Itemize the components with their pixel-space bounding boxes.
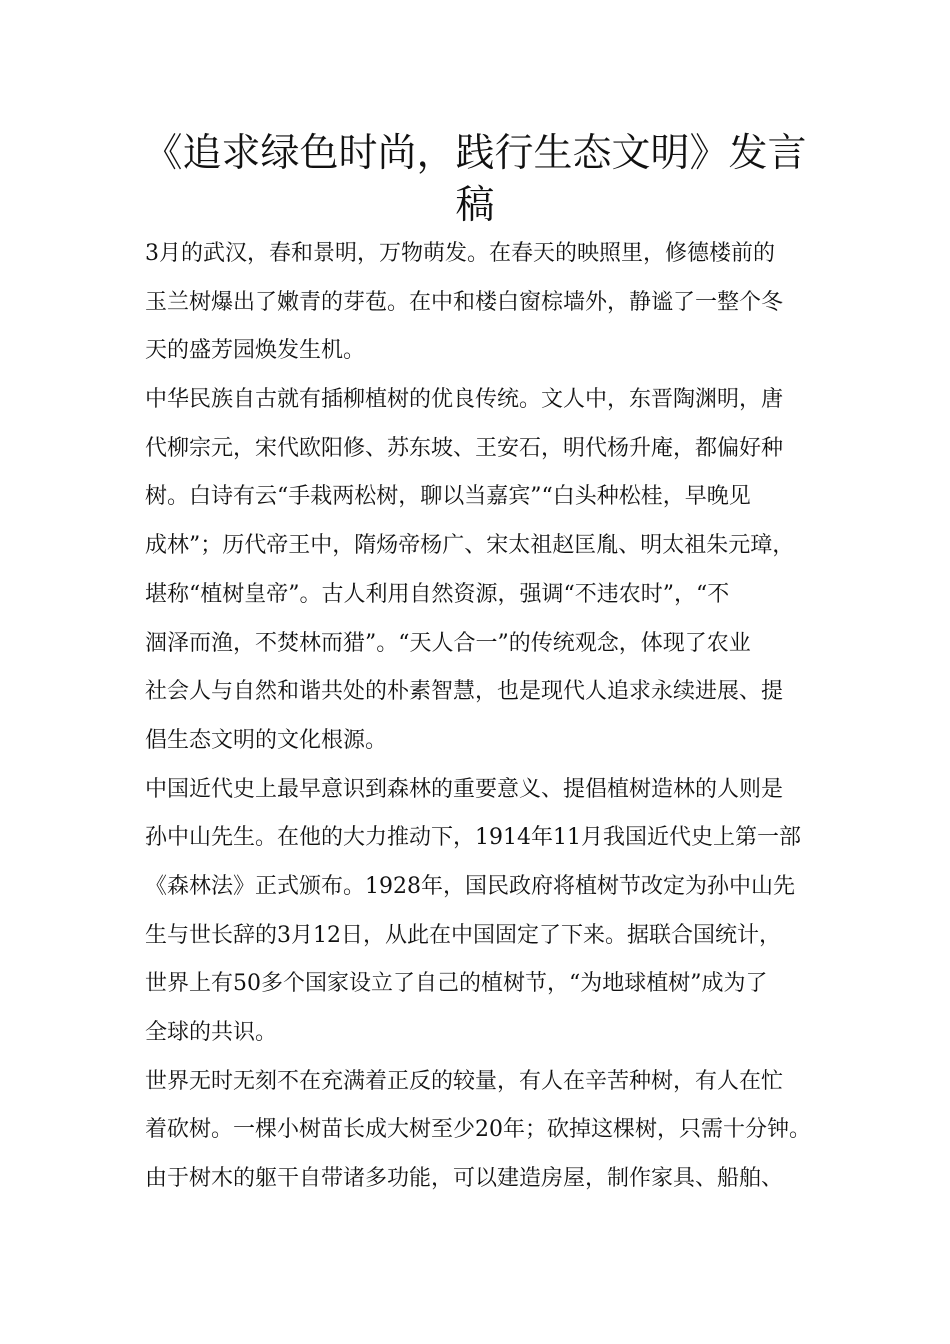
body-line: 堪称“植树皇帝”。古人利用自然资源，强调“不违农时”，“不: [145, 581, 730, 607]
body-line: 成林”；历代帝王中，隋炀帝杨广、宋太祖赵匡胤、明太祖朱元璋，: [145, 533, 795, 559]
body-line: 着砍树。一棵小树苗长成大树至少20年；砍掉这棵树，只需十分钟。: [145, 1117, 811, 1143]
body-line: 玉兰树爆出了嫩青的芽苞。在中和楼白窗棕墙外，静谧了一整个冬: [145, 289, 784, 315]
body-line: 世界上有50多个国家设立了自己的植树节，“为地球植树”成为了: [145, 971, 768, 997]
body-line: 《森林法》正式颁布。1928年，国民政府将植树节改定为孙中山先: [145, 873, 795, 899]
body-line: 社会人与自然和谐共处的朴素智慧，也是现代人追求永续进展、提: [145, 679, 784, 705]
body-line: 中华民族自古就有插柳植树的优良传统。文人中，东晋陶渊明，唐: [145, 387, 784, 413]
body-line: 天的盛芳园焕发生机。: [145, 338, 366, 364]
body-line: 生与世长辞的3月12日，从此在中国固定了下来。据联合国统计，: [145, 922, 781, 948]
body-line: 中国近代史上最早意识到森林的重要意义、提倡植树造林的人则是: [145, 776, 784, 802]
body-line: 由于树木的躯干自带诸多功能，可以建造房屋，制作家具、船舶、: [145, 1166, 784, 1192]
body-line: 全球的共识。: [145, 1020, 278, 1045]
document-title: 《追求绿色时尚，践行生态文明》发言稿: [143, 131, 807, 228]
body-line: 代柳宗元，宋代欧阳修、苏东坡、王安石，明代杨升庵，都偏好种: [145, 435, 784, 461]
body-line: 倡生态文明的文化根源。: [145, 727, 388, 753]
body-line: 树。白诗有云“手栽两松树，聊以当嘉宾”“白头种松桂，早晚见: [145, 484, 751, 510]
document-body: [145, 230, 825, 1204]
body-line: 3月的武汉，春和景明，万物萌发。在春天的映照里，修德楼前的: [145, 241, 775, 266]
body-line: 世界无时无刻不在充满着正反的较量，有人在辛苦种树，有人在忙: [145, 1068, 784, 1094]
body-line: 涸泽而渔，不焚林而猎”。“天人合一”的传统观念，体现了农业: [145, 630, 751, 656]
body-line: 孙中山先生。在他的大力推动下，1914年11月我国近代史上第一部: [145, 825, 801, 851]
